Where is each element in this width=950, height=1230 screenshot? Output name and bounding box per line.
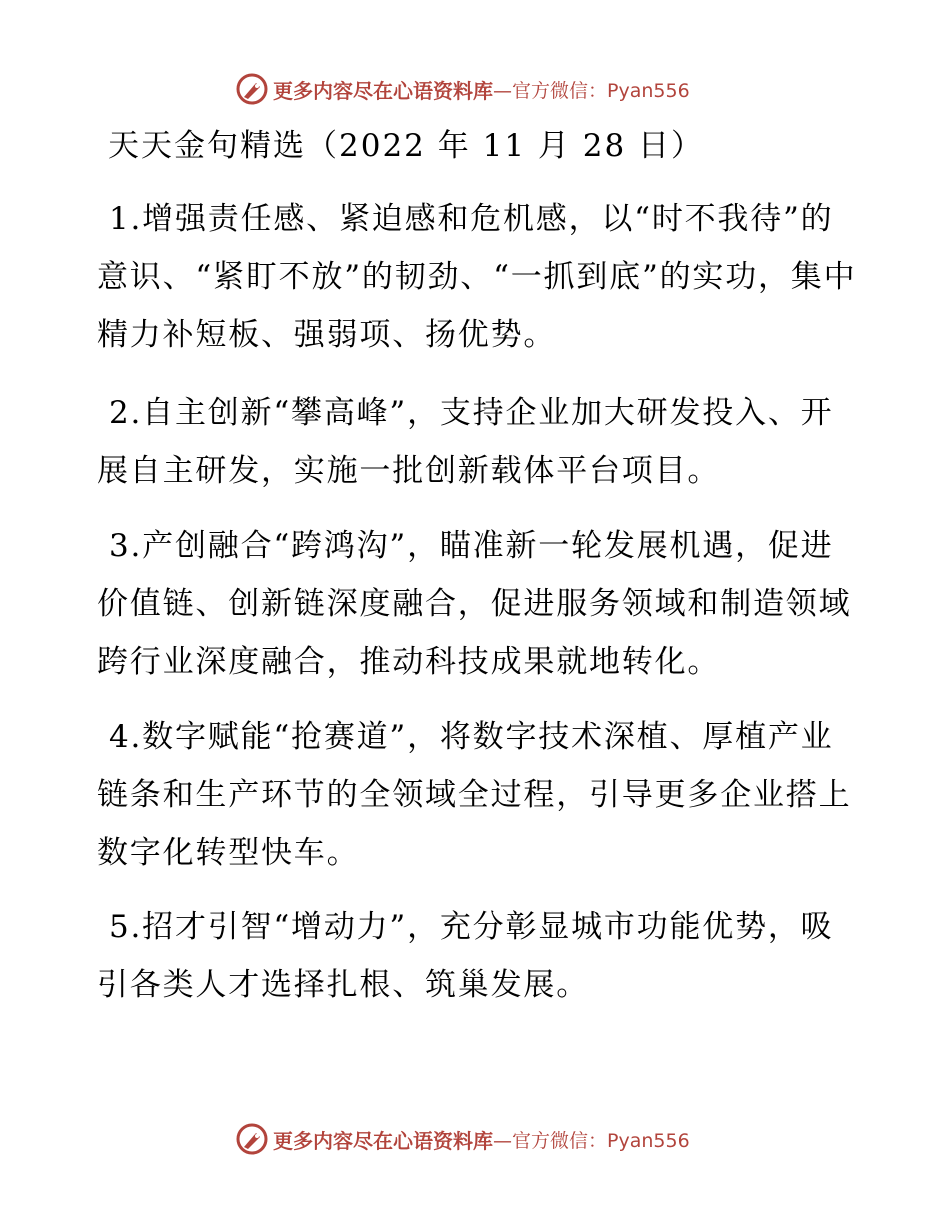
quote-item-4: 4.数字赋能“抢赛道”，将数字技术深植、厚植产业链条和生产环节的全领域全过程，引导更多企业搭上数字化转型快车。 — [97, 719, 852, 871]
watermark-suffix: —官方微信：Pyan556 — [493, 1129, 690, 1152]
watermark-text: 更多内容尽在心语资料库 — [273, 1128, 493, 1153]
quote-item-3: 3.产创融合“跨鸿沟”，瞄准新一轮发展机遇，促进价值链、创新链深度融合，促进服务领域和制造领域跨行业深度融合，推动科技成果就地转化。 — [97, 528, 852, 680]
watermark-text: 更多内容尽在心语资料库 — [273, 78, 493, 103]
quote-item-5: 5.招才引智“增动力”，充分彰显城市功能优势，吸引各类人才选择扎根、筑巢发展。 — [97, 909, 834, 1003]
header-watermark — [235, 72, 690, 106]
page-title: 天天金句精选（2022 年 11 月 28 日） — [108, 128, 705, 164]
pen-nib-circle-icon — [235, 1122, 269, 1156]
footer-watermark — [235, 1122, 690, 1156]
quote-item-2: 2.自主创新“攀高峰”，支持企业加大研发投入、开展自主研发，实施一批创新载体平台项目。 — [97, 395, 834, 489]
pen-nib-circle-icon — [235, 72, 269, 106]
watermark-suffix: —官方微信：Pyan556 — [493, 79, 690, 102]
quote-item-1: 1.增强责任感、紧迫感和危机感，以“时不我待”的意识、“紧盯不放”的韧劲、“一抓到底”的实功，集中精力补短板、强弱项、扬优势。 — [97, 201, 857, 353]
